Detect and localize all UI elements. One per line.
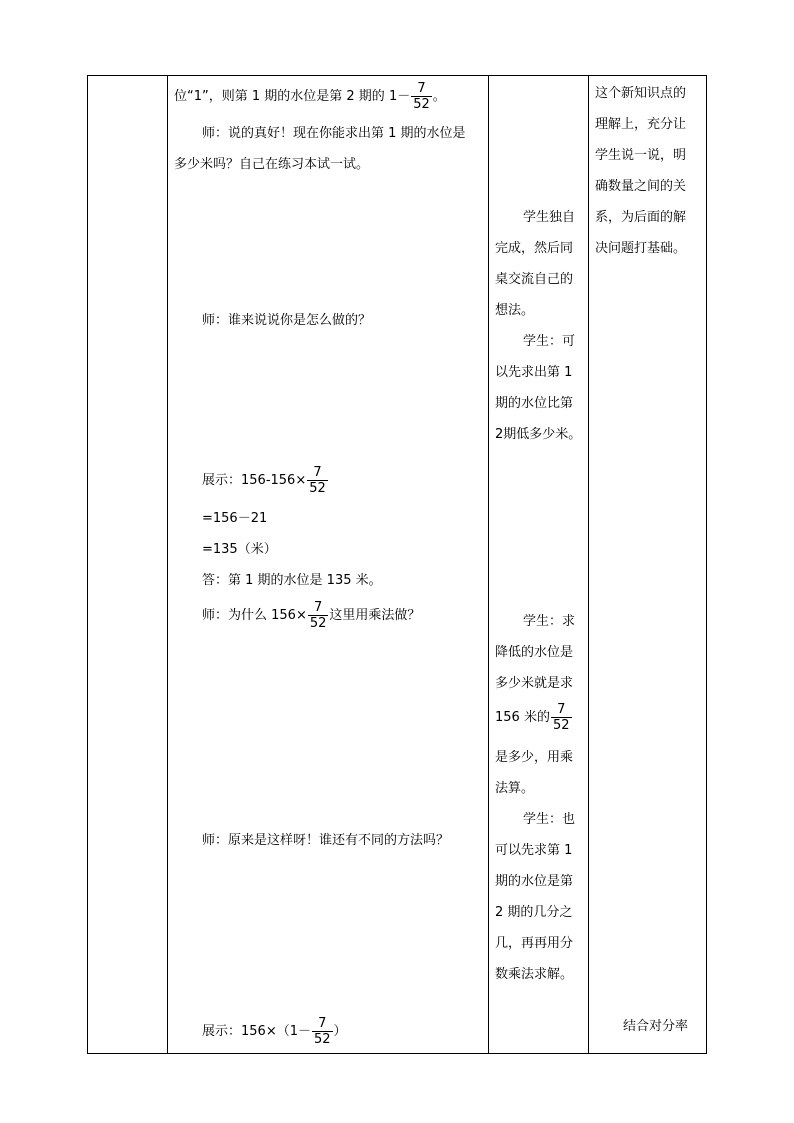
table-divider-1 <box>167 75 168 1054</box>
process-line-3: 多少米吗？自己在练习本试一试。 <box>174 157 370 172</box>
table-bottom-border <box>87 1053 707 1054</box>
process-line-5 <box>202 464 329 498</box>
process-line-10: 师：原来是这样呀！谁还有不同的方法吗？ <box>202 833 450 848</box>
intent-line-e6: 决问题打基础。 <box>595 241 687 256</box>
process-line-1 <box>174 81 446 112</box>
student-line-d5: 几，再再用分 <box>495 936 574 951</box>
student-line-c1: 学生：求 <box>523 614 576 629</box>
fraction-denominator: 52 <box>413 97 430 112</box>
table-top-border <box>87 75 707 76</box>
fraction-7-52 <box>307 465 328 496</box>
student-line-c4 <box>495 701 573 735</box>
fraction-numerator: 7 <box>313 465 322 480</box>
student-line-d4: 2 期的几分之 <box>495 905 573 920</box>
process-line-6: =156－21 <box>202 511 268 526</box>
fraction-numerator: 7 <box>417 81 426 96</box>
student-line-c3: 多少米就是求 <box>495 676 574 691</box>
student-line-a4: 想法。 <box>495 303 535 318</box>
process-line-9 <box>202 599 420 633</box>
student-line-b3: 期的水位比第 <box>495 396 574 411</box>
intent-line-e1: 这个新知识点的 <box>595 86 687 101</box>
process-line-11-text: 展示：156×（1－ <box>202 1024 311 1039</box>
fraction-denominator: 52 <box>552 718 570 733</box>
process-line-8: 答：第 1 期的水位是 135 米。 <box>202 573 382 588</box>
student-line-a1: 学生独自 <box>523 210 576 225</box>
process-line-2: 师：说的真好！现在你能求出第 1 期的水位是 <box>202 126 466 141</box>
student-line-d2: 可以先求第 1 <box>495 843 573 858</box>
student-line-d6: 数乘法求解。 <box>495 967 574 982</box>
process-line-11-end: ） <box>333 1024 347 1039</box>
student-line-b2: 以先求出第 1 <box>495 365 573 380</box>
process-line-9-end: 这里用乘法做？ <box>329 608 421 623</box>
student-line-c4-text: 156 米的 <box>495 710 550 725</box>
intent-line-e5: 系，为后面的解 <box>595 210 687 225</box>
fraction-numerator: 7 <box>313 600 323 615</box>
fraction-numerator: 7 <box>557 702 566 717</box>
process-line-7: =135（米） <box>202 542 277 557</box>
fraction-7-52 <box>551 702 572 733</box>
process-line-1-text: 位“1”，则第 1 期的水位是第 2 期的 1－ <box>174 89 411 104</box>
fraction-7-52 <box>308 600 329 631</box>
student-line-c2: 降低的水位是 <box>495 645 574 660</box>
table-divider-3 <box>588 75 589 1054</box>
student-line-d1: 学生：也 <box>523 812 576 827</box>
student-line-c5: 是多少，用乘 <box>495 750 574 765</box>
process-line-9-text: 师：为什么 156× <box>202 608 307 623</box>
fraction-denominator: 52 <box>309 616 327 631</box>
fraction-7-52 <box>411 81 432 112</box>
student-line-b4: 2期低多少米。 <box>495 427 582 442</box>
process-line-11 <box>202 1015 347 1049</box>
process-line-1-end: 。 <box>432 89 446 104</box>
intent-line-e4: 确数量之间的关 <box>595 179 687 194</box>
student-line-d3: 期的水位是第 <box>495 874 574 889</box>
student-line-c6: 法算。 <box>495 781 535 796</box>
fraction-7-52 <box>312 1016 333 1047</box>
intent-line-e2: 理解上，充分让 <box>595 117 687 132</box>
student-line-a2: 完成，然后同 <box>495 241 574 256</box>
table-divider-2 <box>488 75 489 1054</box>
process-line-4: 师：谁来说说你是怎么做的？ <box>202 313 372 328</box>
fraction-numerator: 7 <box>318 1016 327 1031</box>
table-border-left <box>87 75 88 1054</box>
fraction-denominator: 52 <box>313 1032 331 1047</box>
process-line-5-text: 展示：156-156× <box>202 473 307 488</box>
student-line-a3: 桌交流自己的 <box>495 272 574 287</box>
fraction-denominator: 52 <box>309 481 326 496</box>
table-border-right <box>706 75 707 1054</box>
student-line-b1: 学生：可 <box>523 334 576 349</box>
intent-line-e3: 学生说一说，明 <box>595 148 687 163</box>
intent-line-f1: 结合对分率 <box>623 1019 689 1034</box>
